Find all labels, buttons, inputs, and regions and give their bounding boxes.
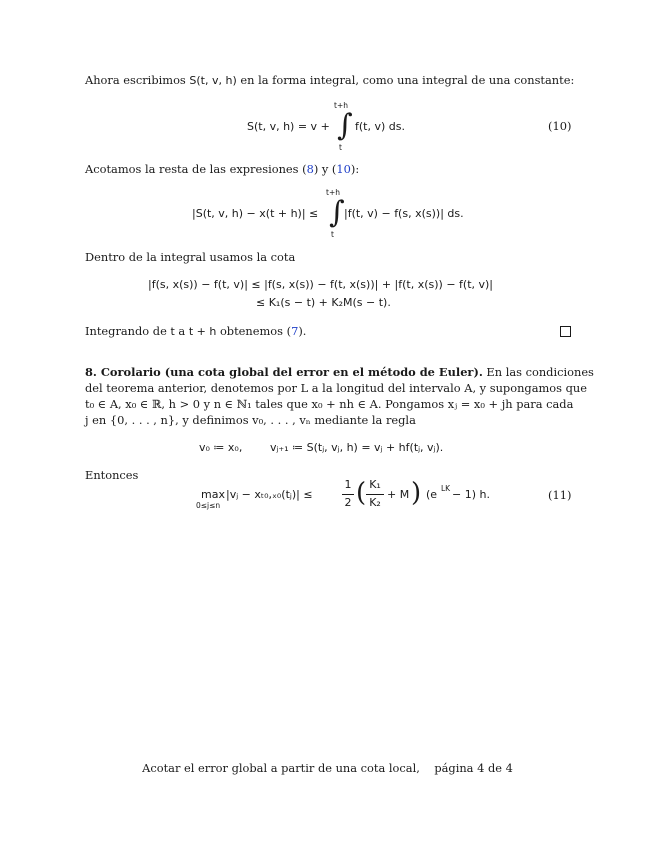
eq11-half-numerator: 1 <box>344 478 352 491</box>
paragraph-cota: Dentro de la integral usamos la cota <box>85 250 296 264</box>
eq-diff-lower-limit: t <box>331 230 334 239</box>
corollary-line1-rest: En las condiciones <box>486 365 594 379</box>
paragraph-integrando-a: a <box>178 324 186 338</box>
eq11-k-bar <box>366 494 384 495</box>
eq11-k-denominator: K₂ <box>369 496 381 509</box>
eq11-left-paren: ( <box>356 478 367 508</box>
paragraph-intro <box>85 73 574 89</box>
eq-bound-line1: |f(s, x(s)) − f(t, v)| ≤ |f(s, x(s)) − f(t, x(s))| + |f(t, x(s)) − f(t, v)| <box>148 278 494 291</box>
equation-10 <box>247 101 447 153</box>
qed-square-icon <box>560 326 571 337</box>
reference-10-link[interactable]: 10 <box>336 162 351 176</box>
eq11-plus-m: + M <box>387 488 410 501</box>
paragraph-integrando <box>85 324 306 340</box>
reference-8-link[interactable]: 8 <box>306 162 314 176</box>
eq-rule-right: vⱼ₊₁ ≔ S(tⱼ, vⱼ, h) = vⱼ + hf(tⱼ, vⱼ). <box>270 441 444 454</box>
eq-diff-lhs: |S(t, v, h) − x(t + h)| ≤ <box>192 207 319 220</box>
paragraph-resta <box>85 162 359 178</box>
eq11-abs-expr: |vⱼ − xₜ₀,ₓ₀(tⱼ)| ≤ <box>226 488 313 501</box>
eq10-integrand: f(t, v) ds. <box>355 120 405 133</box>
corollary-line3: t₀ ∈ A, x₀ ∈ ℝ, h > 0 y n ∈ ℕ₁ tales que x₀ + nh ∈ A. Pongamos xⱼ = x₀ + jh para cada <box>85 397 574 411</box>
eq11-max-subscript: 0≤j≤n <box>196 501 221 510</box>
equation-number-10: (10) <box>548 119 572 133</box>
eq11-half-bar <box>342 494 354 495</box>
paragraph-integrando-mid: obtenemos ( <box>219 324 292 338</box>
page-footer <box>0 761 655 775</box>
corollary-line1 <box>85 365 594 381</box>
footer-text: Acotar el error global a partir de una cota local, página 4 de 4 <box>142 761 513 775</box>
paragraph-integrando-prefix: Integrando de <box>85 324 167 338</box>
eq10-lhs: S(t, v, h) = v + <box>247 120 330 133</box>
eq-diff-integrand: |f(t, v) − f(s, x(s))| ds. <box>344 207 464 220</box>
eq-bound-line2: ≤ K₁(s − t) + K₂M(s − t). <box>256 296 391 309</box>
eq-rule-left: v₀ ≔ x₀, <box>199 441 243 454</box>
paragraph-resta-prefix: Acotamos la resta de las expresiones ( <box>85 162 307 176</box>
paragraph-integrando-suffix: ). <box>298 324 307 338</box>
corollary-line4: j en {0, . . . , n}, y definimos v₀, . . . , vₙ mediante la regla <box>85 413 416 427</box>
eq11-exp-superscript: LK <box>441 484 451 493</box>
integral-sign: ∫ <box>337 108 353 143</box>
paragraph-integrando-t: t <box>170 325 175 338</box>
paragraph-resta-mid: ) y ( <box>313 162 337 176</box>
equation-number-11: (11) <box>548 488 572 502</box>
eq10-upper-limit: t+h <box>334 101 348 110</box>
eq11-exp-base: (e <box>426 488 438 501</box>
paragraph-intro-expr: S(t, v, h) <box>189 74 237 87</box>
eq11-half-denominator: 2 <box>344 496 352 509</box>
corollary-line2: del teorema anterior, denotemos por L a la longitud del intervalo A, y supongamos que <box>85 381 587 395</box>
equation-11 <box>196 478 496 522</box>
eq11-k-numerator: K₁ <box>369 478 381 491</box>
paragraph-resta-suffix: ): <box>350 162 360 176</box>
paragraph-intro-suffix: en la forma integral, como una integral de una constante: <box>240 73 575 87</box>
paragraph-entonces: Entonces <box>85 468 139 482</box>
eq11-exp-rest: − 1) h. <box>452 488 490 501</box>
paragraph-intro-prefix: Ahora escribimos <box>85 73 186 87</box>
corollary-title: 8. Corolario (una cota global del error en el método de Euler). <box>85 365 483 379</box>
eq-diff-upper-limit: t+h <box>326 188 340 197</box>
integral-sign: ∫ <box>329 195 345 230</box>
eq10-lower-limit: t <box>339 143 342 152</box>
paragraph-integrando-th: t + h <box>188 325 217 338</box>
eq11-max: max <box>201 488 225 501</box>
equation-difference <box>192 188 482 240</box>
reference-7-link[interactable]: 7 <box>291 324 299 338</box>
eq11-right-paren: ) <box>411 478 422 508</box>
